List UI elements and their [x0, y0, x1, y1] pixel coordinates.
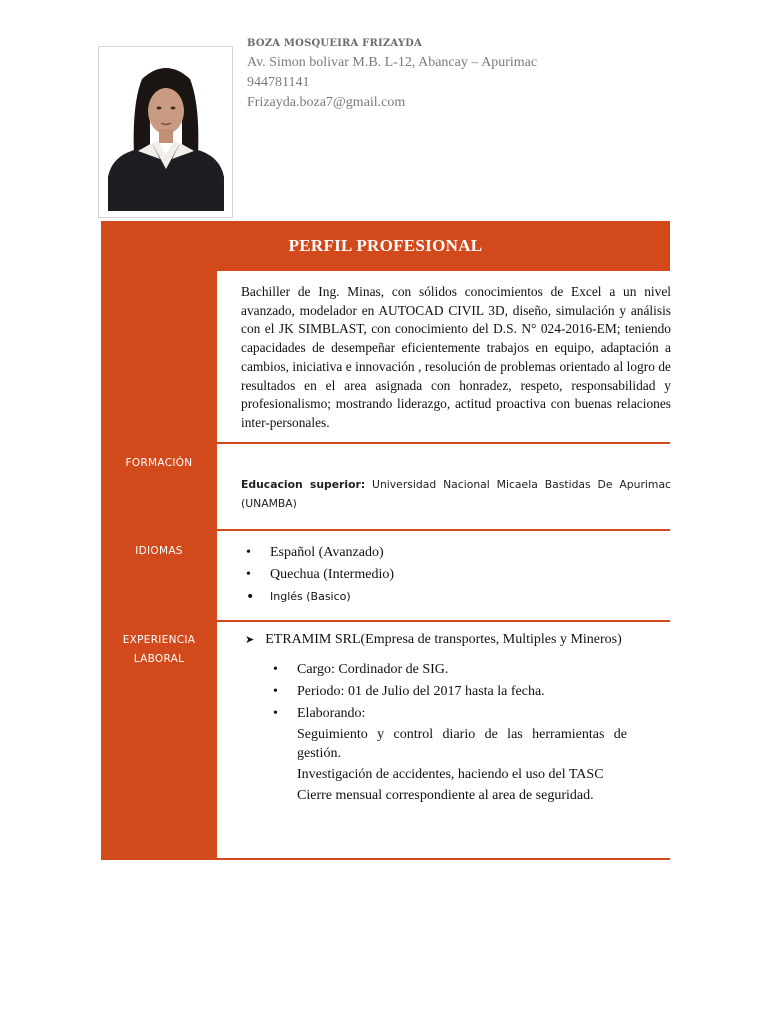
experience-company: [245, 630, 622, 650]
education-entry: [241, 475, 671, 513]
list-item: • Inglés (Basico): [241, 586, 394, 608]
bottom-divider: [101, 858, 670, 860]
divider: [217, 442, 670, 444]
profile-title: PERFIL PROFESIONAL: [288, 236, 483, 255]
contact-info: [247, 38, 537, 113]
address: Av. Simon bolivar M.B. L-12, Abancay – Apurimac: [247, 55, 538, 70]
section-label-experiencia: [101, 631, 217, 669]
education-label: Educacion superior:: [241, 478, 366, 491]
arrow-bullet-icon: ➤: [245, 634, 255, 646]
divider: [217, 529, 670, 531]
section-label-idiomas: IDIOMAS: [135, 545, 183, 557]
education-value: Universidad Nacional Micaela Bastidas De Apurimac (UNAMBA): [241, 478, 671, 510]
list-item: • Quechua (Intermedio): [241, 564, 394, 586]
phone: 944781141: [247, 75, 310, 90]
section-label-formacion: FORMACIÓN: [125, 457, 193, 469]
divider: [217, 620, 670, 622]
list-item: • Periodo: 01 de Julio del 2017 hasta la fecha.: [268, 681, 628, 703]
detail-line: Cierre mensual correspondiente al area de seguridad.: [297, 788, 594, 803]
company-name: ETRAMIM SRL(Empresa de transportes, Multiples y Mineros): [265, 632, 622, 647]
detail-line: Investigación de accidentes, haciendo el uso del TASC: [297, 767, 604, 782]
languages-list: [241, 542, 394, 608]
list-item: • Cargo: Cordinador de SIG.: [268, 659, 628, 681]
experience-items: [268, 659, 628, 725]
section-label-line: EXPERIENCIA: [122, 634, 196, 646]
experience-details: [297, 725, 627, 807]
full-name: BOZA MOSQUEIRA FRIZAYDA: [247, 38, 422, 49]
sidebar: [101, 221, 217, 860]
profile-photo-frame: [98, 46, 233, 218]
section-label-line: LABORAL: [133, 653, 185, 665]
profile-text: Bachiller de Ing. Minas, con sólidos conocimientos de Excel a un nivel avanzado, modelador en AUTOCAD CIVIL 3D, diseño, simulación y análisis con el JK SIMBLAST, con conocimiento del D.S. N° 024-2016-EM; teniendo capacidades de desempeñar eficientemente trabajos en equipo, adaptación a cambios, iniciativa e innovación , resolución de problemas orientado al logro de resultados en el area asignada con honradez, respeto, responsabilidad y profesionalismo; mostrando liderazgo, actitud proactiva con buenas relaciones inter-personales.: [241, 284, 671, 430]
cv-body: [101, 221, 670, 860]
email: Frizayda.boza7@gmail.com: [247, 95, 406, 110]
detail-line: Seguimiento y control diario de las herramientas de gestión.: [297, 727, 627, 761]
profile-photo: [108, 59, 224, 211]
list-item: • Español (Avanzado): [241, 542, 394, 564]
profile-header: [101, 221, 670, 271]
list-item: • Elaborando:: [268, 703, 628, 725]
